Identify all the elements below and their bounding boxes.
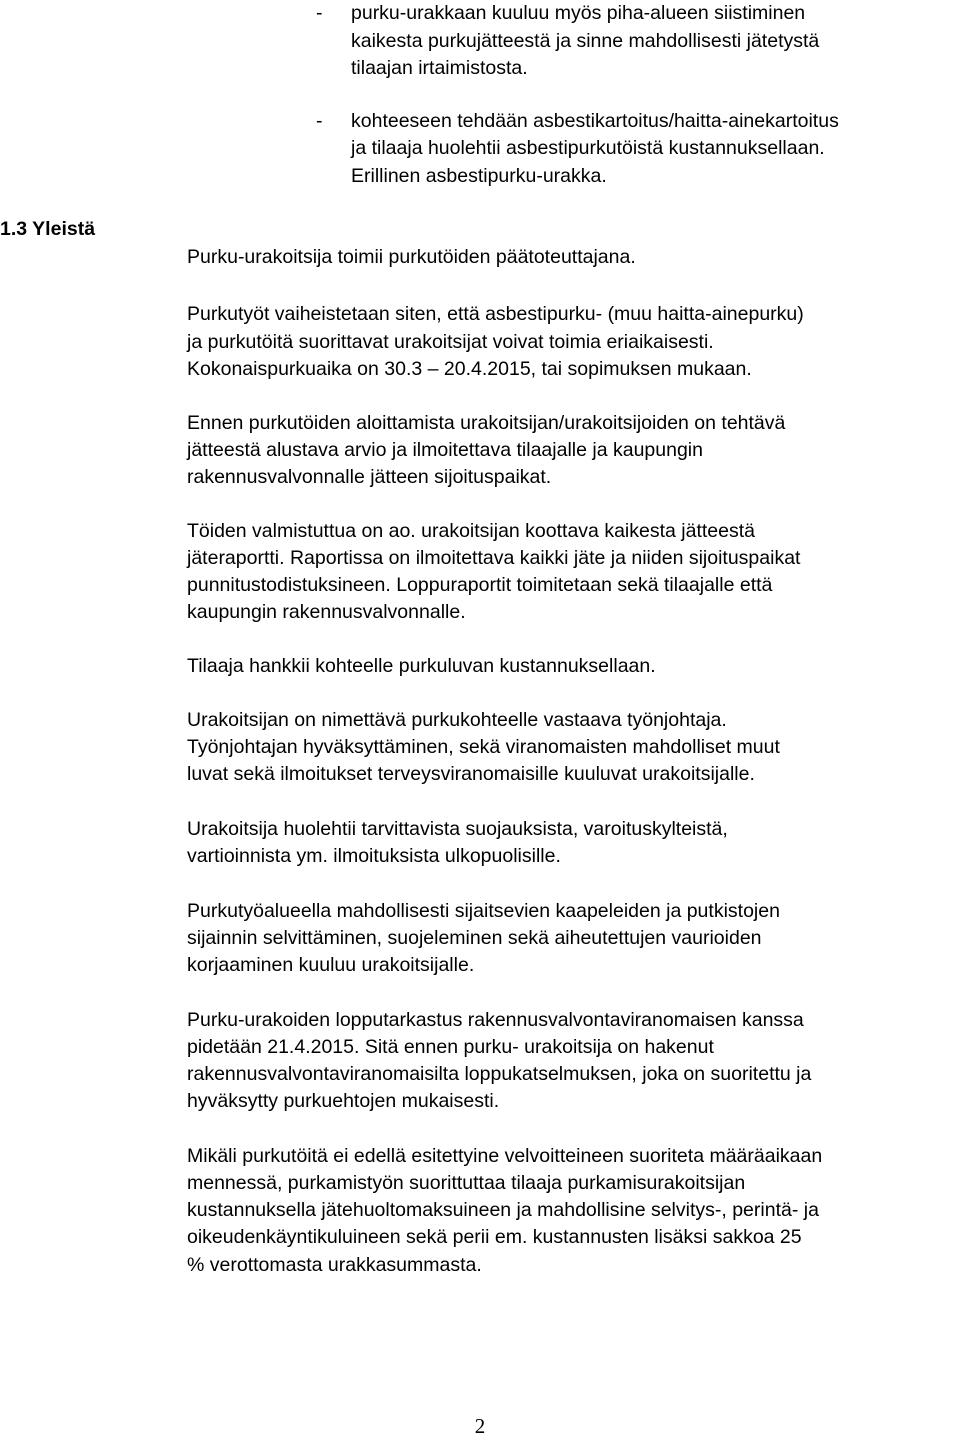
page-number: 2 (474, 1414, 486, 1438)
bullet-line: purku-urakkaan kuuluu myös piha-alueen siistiminen (351, 2, 806, 24)
paragraph-line: Töiden valmistuttua on ao. urakoitsijan koottava kaikesta jätteestä (187, 520, 755, 542)
paragraph-line: Purku-urakoiden lopputarkastus rakennusvalvontaviranomaisen kanssa (187, 1009, 804, 1031)
paragraph-line: kustannuksella jätehuoltomaksuineen ja mahdollisine selvitys-, perintä- ja (187, 1199, 819, 1221)
paragraph-line: vartioinnista ym. ilmoituksista ulkopuolisille. (187, 845, 561, 867)
paragraph-line: mennessä, purkamistyön suorittuttaa tilaaja purkamisurakoitsijan (187, 1172, 746, 1194)
paragraph-line: Kokonaispurkuaika on 30.3 – 20.4.2015, tai sopimuksen mukaan. (187, 358, 752, 380)
bullet-dash: - (316, 2, 323, 24)
bullet-line: Erillinen asbestipurku-urakka. (351, 165, 607, 187)
paragraph-line: Purkutyöt vaiheistetaan siten, että asbestipurku- (muu haitta-ainepurku) (187, 303, 804, 325)
paragraph-line: kaupungin rakennusvalvonnalle. (187, 601, 466, 623)
paragraph-line: sijainnin selvittäminen, suojeleminen sekä aiheutettujen vaurioiden (187, 927, 762, 949)
paragraph-line: punnitustodistuksineen. Loppuraportit toimitetaan sekä tilaajalle että (187, 574, 773, 596)
paragraph-line: % verottomasta urakkasummasta. (187, 1254, 482, 1276)
paragraph-line: hyväksytty purkuehtojen mukaisesti. (187, 1090, 500, 1112)
bullet-dash: - (316, 110, 323, 132)
paragraph-line: rakennusvalvontaviranomaisilta loppukatselmuksen, joka on suoritettu ja (187, 1063, 812, 1085)
paragraph-line: Urakoitsijan on nimettävä purkukohteelle vastaava työnjohtaja. (187, 709, 727, 731)
paragraph-line: Tilaaja hankkii kohteelle purkuluvan kustannuksellaan. (187, 655, 656, 677)
paragraph-line: oikeudenkäyntikuluineen sekä perii em. kustannusten lisäksi sakkoa 25 (187, 1226, 802, 1248)
bullet-line: tilaajan irtaimistosta. (351, 57, 528, 79)
paragraph-line: Ennen purkutöiden aloittamista urakoitsijan/urakoitsijoiden on tehtävä (187, 412, 786, 434)
paragraph-line: Purkutyöalueella mahdollisesti sijaitsevien kaapeleiden ja putkistojen (187, 900, 780, 922)
paragraph-line: Työnjohtajan hyväksyttäminen, sekä viranomaisten mahdolliset muut (187, 736, 780, 758)
bullet-line: ja tilaaja huolehtii asbestipurkutöistä kustannuksellaan. (351, 137, 825, 159)
section-heading: 1.3 Yleistä (0, 218, 96, 240)
paragraph-line: korjaaminen kuuluu urakoitsijalle. (187, 954, 475, 976)
paragraph-line: jätteestä alustava arvio ja ilmoitettava tilaajalle ja kaupungin (187, 439, 703, 461)
paragraph-line: luvat sekä ilmoitukset terveysviranomaisille kuuluvat urakoitsijalle. (187, 763, 755, 785)
paragraph-line: ja purkutöitä suorittavat urakoitsijat voivat toimia eriaikaisesti. (187, 331, 714, 353)
paragraph-line: Urakoitsija huolehtii tarvittavista suojauksista, varoituskylteistä, (187, 818, 728, 840)
paragraph-line: jäteraportti. Raportissa on ilmoitettava kaikki jäte ja niiden sijoituspaikat (187, 547, 801, 569)
paragraph-line: rakennusvalvonnalle jätteen sijoituspaikat. (187, 466, 552, 488)
paragraph-line: Purku-urakoitsija toimii purkutöiden päätoteuttajana. (187, 246, 636, 268)
paragraph-line: Mikäli purkutöitä ei edellä esitettyine velvoitteineen suoriteta määräaikaan (187, 1145, 823, 1167)
bullet-line: kohteeseen tehdään asbestikartoitus/haitta-ainekartoitus (351, 110, 839, 132)
paragraph-line: pidetään 21.4.2015. Sitä ennen purku- urakoitsija on hakenut (187, 1036, 714, 1058)
bullet-line: kaikesta purkujätteestä ja sinne mahdollisesti jätetystä (351, 30, 820, 52)
